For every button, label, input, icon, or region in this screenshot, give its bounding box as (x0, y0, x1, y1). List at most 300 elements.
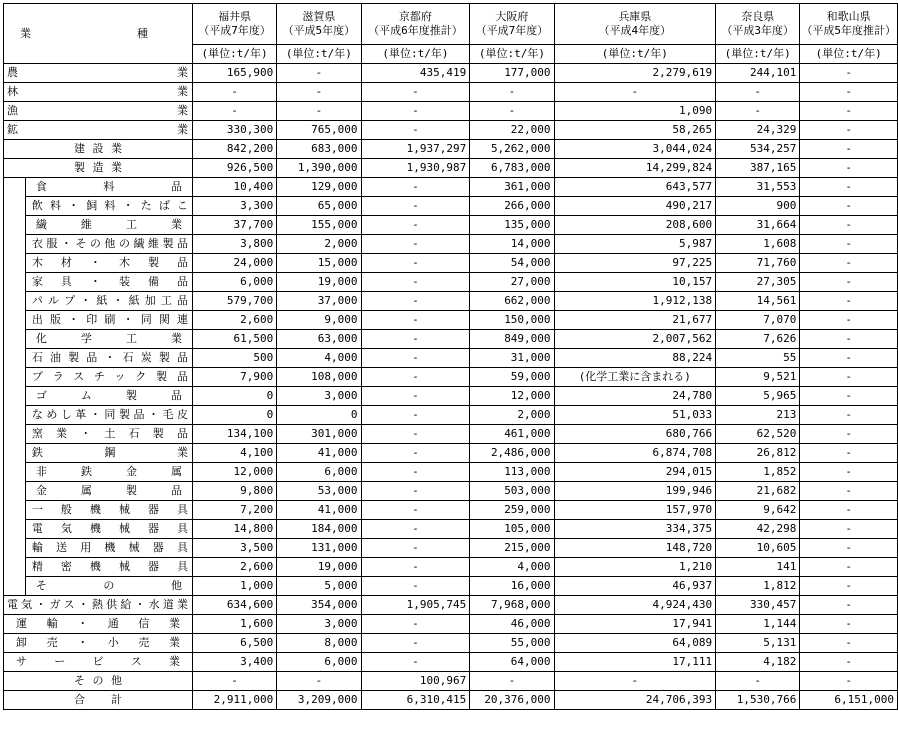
value-cell: 64,000 (470, 653, 554, 672)
value-cell: - (800, 178, 898, 197)
value-cell: 129,000 (277, 178, 361, 197)
row-label: ゴム製品 (25, 387, 192, 406)
value-cell: - (800, 387, 898, 406)
value-cell: - (277, 83, 361, 102)
pref-name: 大阪府 (495, 10, 529, 23)
value-cell: - (800, 216, 898, 235)
value-cell: 3,300 (192, 197, 276, 216)
table-row (4, 425, 898, 444)
waste-table-container (3, 3, 898, 710)
row-label: 電気・ガス・熱供給・水道業 (4, 596, 193, 615)
table-body (4, 64, 898, 710)
value-cell: - (192, 83, 276, 102)
value-cell: 2,600 (192, 311, 276, 330)
value-cell: 7,626 (716, 330, 800, 349)
value-cell: 3,800 (192, 235, 276, 254)
pref-name: 兵庫県 (618, 10, 652, 23)
value-cell: 5,000 (277, 577, 361, 596)
row-label: 製造業 (4, 159, 193, 178)
value-cell: - (800, 273, 898, 292)
value-cell: 3,400 (192, 653, 276, 672)
value-cell: 113,000 (470, 463, 554, 482)
value-cell: 55 (716, 349, 800, 368)
value-cell: 41,000 (277, 501, 361, 520)
row-label: 卸売・小売業 (4, 634, 193, 653)
row-label: その他 (25, 577, 192, 596)
value-cell: - (361, 577, 470, 596)
value-cell: - (800, 406, 898, 425)
value-cell: 490,217 (554, 197, 716, 216)
value-cell: 21,682 (716, 482, 800, 501)
value-cell: 1,852 (716, 463, 800, 482)
value-cell: 6,000 (277, 463, 361, 482)
value-cell: 6,874,708 (554, 444, 716, 463)
value-cell: 0 (277, 406, 361, 425)
value-cell: - (361, 615, 470, 634)
value-cell: 27,000 (470, 273, 554, 292)
value-cell: 3,000 (277, 387, 361, 406)
value-cell: 1,210 (554, 558, 716, 577)
value-cell: 12,000 (192, 463, 276, 482)
value-cell: 37,700 (192, 216, 276, 235)
table-row (4, 292, 898, 311)
pref-year: （平成5年度） (282, 24, 356, 37)
value-cell: 155,000 (277, 216, 361, 235)
pref-header-5 (716, 4, 800, 45)
value-cell: - (800, 558, 898, 577)
value-cell: 17,111 (554, 653, 716, 672)
value-cell: - (716, 672, 800, 691)
value-cell: 9,642 (716, 501, 800, 520)
value-cell: 157,970 (554, 501, 716, 520)
value-cell: 97,225 (554, 254, 716, 273)
value-cell: 105,000 (470, 520, 554, 539)
value-cell: - (800, 140, 898, 159)
value-cell: 61,500 (192, 330, 276, 349)
value-cell: 534,257 (716, 140, 800, 159)
value-cell: - (800, 577, 898, 596)
industry-header: 業 種 (4, 4, 193, 64)
value-cell: - (277, 64, 361, 83)
value-cell: 4,100 (192, 444, 276, 463)
value-cell: 41,000 (277, 444, 361, 463)
pref-year: （平成5年度推計） (801, 24, 896, 37)
row-label: 木材・木製品 (25, 254, 192, 273)
value-cell: 148,720 (554, 539, 716, 558)
value-cell: 334,375 (554, 520, 716, 539)
table-row (4, 653, 898, 672)
value-cell: 20,376,000 (470, 691, 554, 710)
value-cell: 634,600 (192, 596, 276, 615)
table-row (4, 216, 898, 235)
pref-year: （平成7年度） (475, 24, 549, 37)
value-cell: 65,000 (277, 197, 361, 216)
table-row (4, 159, 898, 178)
value-cell: 5,965 (716, 387, 800, 406)
value-cell: 500 (192, 349, 276, 368)
value-cell: 46,937 (554, 577, 716, 596)
table-row (4, 691, 898, 710)
value-cell: - (800, 121, 898, 140)
value-cell: - (361, 501, 470, 520)
value-cell: 22,000 (470, 121, 554, 140)
value-cell: 1,530,766 (716, 691, 800, 710)
value-cell: 900 (716, 197, 800, 216)
row-label: サービス業 (4, 653, 193, 672)
value-cell: - (361, 292, 470, 311)
table-row (4, 577, 898, 596)
row-label: 食料品 (25, 178, 192, 197)
value-cell: 10,400 (192, 178, 276, 197)
value-cell: - (800, 501, 898, 520)
table-row (4, 387, 898, 406)
value-cell: 165,900 (192, 64, 276, 83)
value-cell: - (361, 368, 470, 387)
value-cell: 1,812 (716, 577, 800, 596)
value-cell: 8,000 (277, 634, 361, 653)
row-label: 金属製品 (25, 482, 192, 501)
value-cell: 926,500 (192, 159, 276, 178)
unit-label-0: (単位:t/年) (192, 45, 276, 64)
value-cell: 4,924,430 (554, 596, 716, 615)
value-cell: - (716, 102, 800, 121)
table-row (4, 235, 898, 254)
table-row (4, 140, 898, 159)
value-cell: - (800, 254, 898, 273)
value-cell: 5,131 (716, 634, 800, 653)
table-row (4, 444, 898, 463)
value-cell: 1,390,000 (277, 159, 361, 178)
value-cell: 208,600 (554, 216, 716, 235)
value-cell: - (361, 558, 470, 577)
pref-header-2 (361, 4, 470, 45)
value-cell: 6,000 (277, 653, 361, 672)
unit-label-4: (単位:t/年) (554, 45, 716, 64)
table-row (4, 482, 898, 501)
unit-label-6: (単位:t/年) (800, 45, 898, 64)
value-cell: - (800, 653, 898, 672)
value-cell: 12,000 (470, 387, 554, 406)
row-label: 非鉄金属 (25, 463, 192, 482)
row-label: 鉄鋼業 (25, 444, 192, 463)
row-label: 運輸・通信業 (4, 615, 193, 634)
value-cell: - (361, 463, 470, 482)
row-label: 繊維工業 (25, 216, 192, 235)
value-cell: - (800, 425, 898, 444)
value-cell: 31,664 (716, 216, 800, 235)
table-row (4, 178, 898, 197)
pref-header-4 (554, 4, 716, 45)
value-cell: - (361, 121, 470, 140)
table-row (4, 406, 898, 425)
value-cell: - (361, 235, 470, 254)
value-cell: 141 (716, 558, 800, 577)
value-cell: 4,182 (716, 653, 800, 672)
pref-year: （平成6年度推計） (368, 24, 463, 37)
value-cell: - (554, 672, 716, 691)
value-cell: - (361, 330, 470, 349)
value-cell: 213 (716, 406, 800, 425)
pref-header-1 (277, 4, 361, 45)
row-label: 鉱業 (4, 121, 193, 140)
value-cell: - (800, 463, 898, 482)
value-cell: 24,706,393 (554, 691, 716, 710)
value-cell: 849,000 (470, 330, 554, 349)
value-cell: 42,298 (716, 520, 800, 539)
value-cell: - (470, 672, 554, 691)
value-cell: 24,780 (554, 387, 716, 406)
value-cell: 6,310,415 (361, 691, 470, 710)
value-cell: 4,000 (470, 558, 554, 577)
unit-label-3: (単位:t/年) (470, 45, 554, 64)
value-cell: - (800, 83, 898, 102)
value-cell: 5,987 (554, 235, 716, 254)
value-cell: 387,165 (716, 159, 800, 178)
value-cell: 17,941 (554, 615, 716, 634)
value-cell: - (192, 672, 276, 691)
table-row (4, 615, 898, 634)
pref-header-0 (192, 4, 276, 45)
value-cell: 2,486,000 (470, 444, 554, 463)
value-cell: 59,000 (470, 368, 554, 387)
value-cell: - (361, 444, 470, 463)
row-label: 林業 (4, 83, 193, 102)
value-cell: 54,000 (470, 254, 554, 273)
pref-year: （平成7年度） (198, 24, 271, 37)
value-cell: - (800, 349, 898, 368)
value-cell: 15,000 (277, 254, 361, 273)
value-cell: 135,000 (470, 216, 554, 235)
table-row (4, 83, 898, 102)
value-cell: - (361, 634, 470, 653)
value-cell: 4,000 (277, 349, 361, 368)
pref-name: 福井県 (218, 10, 252, 23)
value-cell: - (361, 482, 470, 501)
value-cell: - (361, 102, 470, 121)
value-cell: 6,151,000 (800, 691, 898, 710)
value-cell: 0 (192, 406, 276, 425)
value-cell: 1,912,138 (554, 292, 716, 311)
row-label: 出版・印刷・同関連 (25, 311, 192, 330)
value-cell: 51,033 (554, 406, 716, 425)
row-label: 家具・装備品 (25, 273, 192, 292)
value-cell: 266,000 (470, 197, 554, 216)
value-cell: 1,600 (192, 615, 276, 634)
pref-year: （平成4年度） (598, 24, 672, 37)
value-cell: - (800, 311, 898, 330)
header-row-pref (4, 4, 898, 45)
value-cell: - (800, 292, 898, 311)
row-label: 漁業 (4, 102, 193, 121)
value-cell: - (192, 102, 276, 121)
value-cell: 683,000 (277, 140, 361, 159)
value-cell: - (361, 653, 470, 672)
value-cell: 7,070 (716, 311, 800, 330)
table-row (4, 539, 898, 558)
value-cell: 2,911,000 (192, 691, 276, 710)
value-cell: 244,101 (716, 64, 800, 83)
value-cell: 71,760 (716, 254, 800, 273)
value-cell: - (361, 349, 470, 368)
value-cell: - (800, 102, 898, 121)
value-cell: 579,700 (192, 292, 276, 311)
value-cell: 6,500 (192, 634, 276, 653)
value-cell: 1,905,745 (361, 596, 470, 615)
value-cell: 64,089 (554, 634, 716, 653)
value-cell: - (361, 387, 470, 406)
value-cell: - (470, 83, 554, 102)
row-label: 農業 (4, 64, 193, 83)
value-cell: 16,000 (470, 577, 554, 596)
value-cell: 842,200 (192, 140, 276, 159)
value-cell: 1,608 (716, 235, 800, 254)
manufacturing-indent (4, 178, 26, 596)
value-cell: 10,157 (554, 273, 716, 292)
table-row (4, 121, 898, 140)
value-cell: 1,000 (192, 577, 276, 596)
value-cell: - (361, 311, 470, 330)
value-cell: 199,946 (554, 482, 716, 501)
value-cell: - (800, 520, 898, 539)
row-label: なめし革・同製品・毛皮 (25, 406, 192, 425)
value-cell: - (277, 672, 361, 691)
value-cell: 0 (192, 387, 276, 406)
value-cell: 2,000 (277, 235, 361, 254)
value-cell: 259,000 (470, 501, 554, 520)
value-cell: 1,937,297 (361, 140, 470, 159)
value-cell: 9,521 (716, 368, 800, 387)
value-cell: - (361, 254, 470, 273)
value-cell: 662,000 (470, 292, 554, 311)
value-cell: 9,000 (277, 311, 361, 330)
value-cell: 150,000 (470, 311, 554, 330)
pref-name: 滋賀県 (302, 10, 336, 23)
value-cell: 2,600 (192, 558, 276, 577)
value-cell: 14,000 (470, 235, 554, 254)
pref-year: （平成3年度） (721, 24, 795, 37)
value-cell: 680,766 (554, 425, 716, 444)
pref-name: 奈良県 (741, 10, 775, 23)
row-label: 衣服・その他の繊維製品 (25, 235, 192, 254)
value-cell: 88,224 (554, 349, 716, 368)
value-cell: - (800, 672, 898, 691)
value-cell: 3,000 (277, 615, 361, 634)
value-cell: 7,200 (192, 501, 276, 520)
row-label: その他 (4, 672, 193, 691)
unit-label-1: (単位:t/年) (277, 45, 361, 64)
table-row (4, 349, 898, 368)
value-cell: 6,783,000 (470, 159, 554, 178)
value-cell: 3,500 (192, 539, 276, 558)
table-row (4, 368, 898, 387)
unit-label-2: (単位:t/年) (361, 45, 470, 64)
value-cell: 2,000 (470, 406, 554, 425)
row-label: 合計 (4, 691, 193, 710)
value-cell: 27,305 (716, 273, 800, 292)
value-cell: 7,968,000 (470, 596, 554, 615)
value-cell: - (361, 520, 470, 539)
value-cell: 2,007,562 (554, 330, 716, 349)
value-cell: 354,000 (277, 596, 361, 615)
value-cell: - (361, 83, 470, 102)
value-cell: 1,090 (554, 102, 716, 121)
row-label: 石油製品・石炭製品 (25, 349, 192, 368)
value-cell: - (361, 197, 470, 216)
table-row (4, 64, 898, 83)
value-cell: 301,000 (277, 425, 361, 444)
value-cell: 177,000 (470, 64, 554, 83)
table-row (4, 463, 898, 482)
value-cell: - (800, 634, 898, 653)
value-cell: 765,000 (277, 121, 361, 140)
table-row (4, 330, 898, 349)
value-cell: 46,000 (470, 615, 554, 634)
value-cell: 330,457 (716, 596, 800, 615)
industrial-waste-table (3, 3, 898, 710)
value-cell: 330,300 (192, 121, 276, 140)
value-cell: 7,900 (192, 368, 276, 387)
value-cell: - (800, 615, 898, 634)
value-cell: 19,000 (277, 273, 361, 292)
pref-header-3 (470, 4, 554, 45)
value-cell: 3,209,000 (277, 691, 361, 710)
row-label: 一般機械器具 (25, 501, 192, 520)
value-cell: - (800, 64, 898, 83)
table-row (4, 558, 898, 577)
table-row (4, 672, 898, 691)
value-cell: 215,000 (470, 539, 554, 558)
value-cell: 6,000 (192, 273, 276, 292)
table-row (4, 596, 898, 615)
value-cell: - (800, 539, 898, 558)
value-cell: - (800, 596, 898, 615)
value-cell: - (277, 102, 361, 121)
value-cell: - (361, 273, 470, 292)
value-cell: 26,812 (716, 444, 800, 463)
value-cell: 108,000 (277, 368, 361, 387)
row-label: 輸送用機械器具 (25, 539, 192, 558)
value-cell: - (800, 368, 898, 387)
value-cell: 9,800 (192, 482, 276, 501)
table-row (4, 634, 898, 653)
value-cell: 58,265 (554, 121, 716, 140)
value-cell: 134,100 (192, 425, 276, 444)
value-cell: 24,329 (716, 121, 800, 140)
row-label: 電気機械器具 (25, 520, 192, 539)
row-label: 飲料・飼料・たばこ (25, 197, 192, 216)
value-cell: 31,553 (716, 178, 800, 197)
table-row (4, 501, 898, 520)
value-cell: 2,279,619 (554, 64, 716, 83)
value-cell: (化学工業に含まれる) (554, 368, 716, 387)
pref-header-6 (800, 4, 898, 45)
value-cell: 14,800 (192, 520, 276, 539)
value-cell: 24,000 (192, 254, 276, 273)
value-cell: 184,000 (277, 520, 361, 539)
table-row (4, 520, 898, 539)
value-cell: - (361, 178, 470, 197)
row-label: パルプ・紙・紙加工品 (25, 292, 192, 311)
value-cell: - (361, 539, 470, 558)
value-cell: 435,419 (361, 64, 470, 83)
value-cell: 53,000 (277, 482, 361, 501)
value-cell: 1,930,987 (361, 159, 470, 178)
row-label: 建設業 (4, 140, 193, 159)
value-cell: 1,144 (716, 615, 800, 634)
value-cell: 361,000 (470, 178, 554, 197)
row-label: 化学工業 (25, 330, 192, 349)
value-cell: 294,015 (554, 463, 716, 482)
